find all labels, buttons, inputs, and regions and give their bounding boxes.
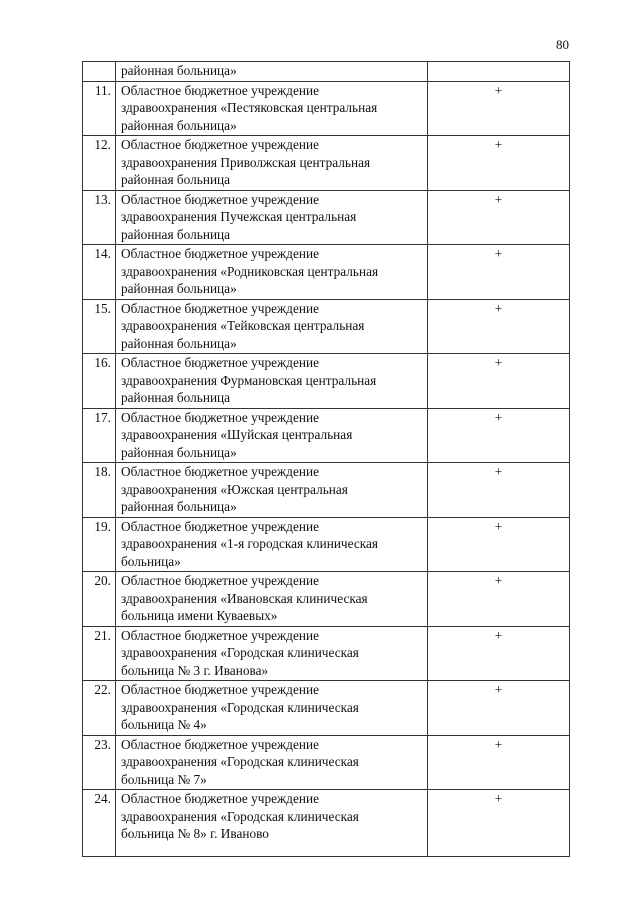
institution-name-line: Областное бюджетное учреждение [121,409,319,425]
mark-cell: + [428,626,570,681]
institution-name-cell [116,408,428,463]
institution-name-line: районная больница [121,390,231,405]
table-row-continued [83,62,570,82]
institution-name-line: районная больница [121,172,231,187]
row-number-cell: 20. [83,572,116,627]
institution-name-line: здравоохранения Пучежская центральная [121,209,357,224]
institution-name-line: здравоохранения «Городская клиническая [121,808,359,824]
row-number-cell: 13. [83,190,116,245]
mark-cell: + [428,790,570,857]
institution-name-line: здравоохранения «Пестяковская центральная [121,100,378,115]
institution-name-line: здравоохранения «Ивановская клиническая [121,590,368,606]
institution-name-cell [116,790,428,857]
table-row [83,463,570,518]
row-number-cell: 11. [83,81,116,136]
mark-cell: + [428,136,570,191]
mark-cell: + [428,735,570,790]
table-body [83,62,570,857]
institution-name-line: больница имени Куваевых» [121,608,278,623]
institution-name-line: районная больница» [121,335,237,351]
row-number-cell: 17. [83,408,116,463]
institution-name-cell [116,190,428,245]
institution-name-line: больница № 3 г. Иванова» [121,662,269,678]
row-number-cell: 22. [83,681,116,736]
mark-cell: + [428,681,570,736]
mark-cell [428,62,570,82]
institution-name-line: здравоохранения «Тейковская центральная [121,318,365,333]
institution-name-line: здравоохранения «Шуйская центральная [121,427,353,442]
row-number-cell: 18. [83,463,116,518]
institution-name-line: Областное бюджетное учреждение [121,464,319,479]
row-number-cell: 24. [83,790,116,857]
institution-name-cell [116,517,428,572]
table-row [83,790,570,857]
table-row [83,735,570,790]
institution-name-line: здравоохранения «Городская клиническая [121,645,359,660]
table-row [83,517,570,572]
table-row [83,626,570,681]
institution-name-line: Областное бюджетное учреждение [121,246,319,261]
institution-name-line: здравоохранения «Городская клиническая [121,699,359,715]
institution-name-line: Областное бюджетное учреждение [121,736,319,752]
mark-cell: + [428,354,570,409]
mark-cell: + [428,408,570,463]
institution-name-cell [116,572,428,627]
institutions-table [82,61,570,857]
institution-name-cell [116,463,428,518]
institution-name-line: Областное бюджетное учреждение [121,82,319,98]
institution-name-line: здравоохранения «Южская центральная [121,481,348,497]
row-number-cell: 21. [83,626,116,681]
institution-name-line: Областное бюджетное учреждение [121,682,319,697]
mark-cell: + [428,81,570,136]
institution-name-cell [116,245,428,300]
institution-name-cell [116,299,428,354]
institution-name-cell [116,62,428,82]
row-number-cell: 16. [83,354,116,409]
institution-name-cell [116,354,428,409]
institution-name-line: больница» [121,553,181,569]
table-row [83,354,570,409]
row-number-cell: 15. [83,299,116,354]
page-number: 80 [556,37,569,52]
table-row [83,136,570,191]
institution-name-line: здравоохранения «Родниковская центральная [121,263,379,279]
institution-name-line: Областное бюджетное учреждение [121,137,319,152]
table-row [83,299,570,354]
institution-name-line: районная больница» [121,499,237,514]
institution-name-line: больница № 7» [121,771,207,787]
mark-cell: + [428,572,570,627]
institution-name-line: районная больница» [121,444,237,460]
table-row [83,572,570,627]
row-number-cell: 12. [83,136,116,191]
institution-name-line: здравоохранения «1-я городская клиническая [121,536,379,551]
institution-name-line: Областное бюджетное учреждение [121,627,319,643]
institution-name-cell [116,626,428,681]
institution-name-line: районная больница» [121,281,237,296]
row-number-cell [83,62,116,82]
mark-cell: + [428,517,570,572]
mark-cell: + [428,299,570,354]
institution-name-line: районная больница» [121,63,237,78]
institution-name-line: больница № 4» [121,717,207,732]
table-row [83,681,570,736]
institution-name-line: здравоохранения «Городская клиническая [121,754,359,769]
institution-name-cell [116,681,428,736]
row-number-cell: 19. [83,517,116,572]
institution-name-line: здравоохранения Фурмановская центральная [121,372,377,388]
institution-name-cell [116,81,428,136]
institution-name-line: Областное бюджетное учреждение [121,191,319,207]
table-row [83,81,570,136]
mark-cell: + [428,463,570,518]
table-row [83,408,570,463]
institution-name-line: больница № 8» г. Иваново [121,826,269,841]
institution-name-cell [116,136,428,191]
row-number-cell: 23. [83,735,116,790]
institution-name-line: районная больница» [121,117,237,133]
institution-name-line: Областное бюджетное учреждение [121,355,319,370]
table-row [83,245,570,300]
institution-name-cell [116,735,428,790]
institution-name-line: Областное бюджетное учреждение [121,300,319,316]
institution-name-line: Областное бюджетное учреждение [121,573,319,588]
mark-cell: + [428,190,570,245]
institution-name-line: здравоохранения Приволжская центральная [121,154,371,170]
institution-name-line: Областное бюджетное учреждение [121,791,319,806]
table-row [83,190,570,245]
row-number-cell: 14. [83,245,116,300]
institution-name-line: Областное бюджетное учреждение [121,518,319,534]
mark-cell: + [428,245,570,300]
institution-name-line: районная больница [121,226,231,242]
